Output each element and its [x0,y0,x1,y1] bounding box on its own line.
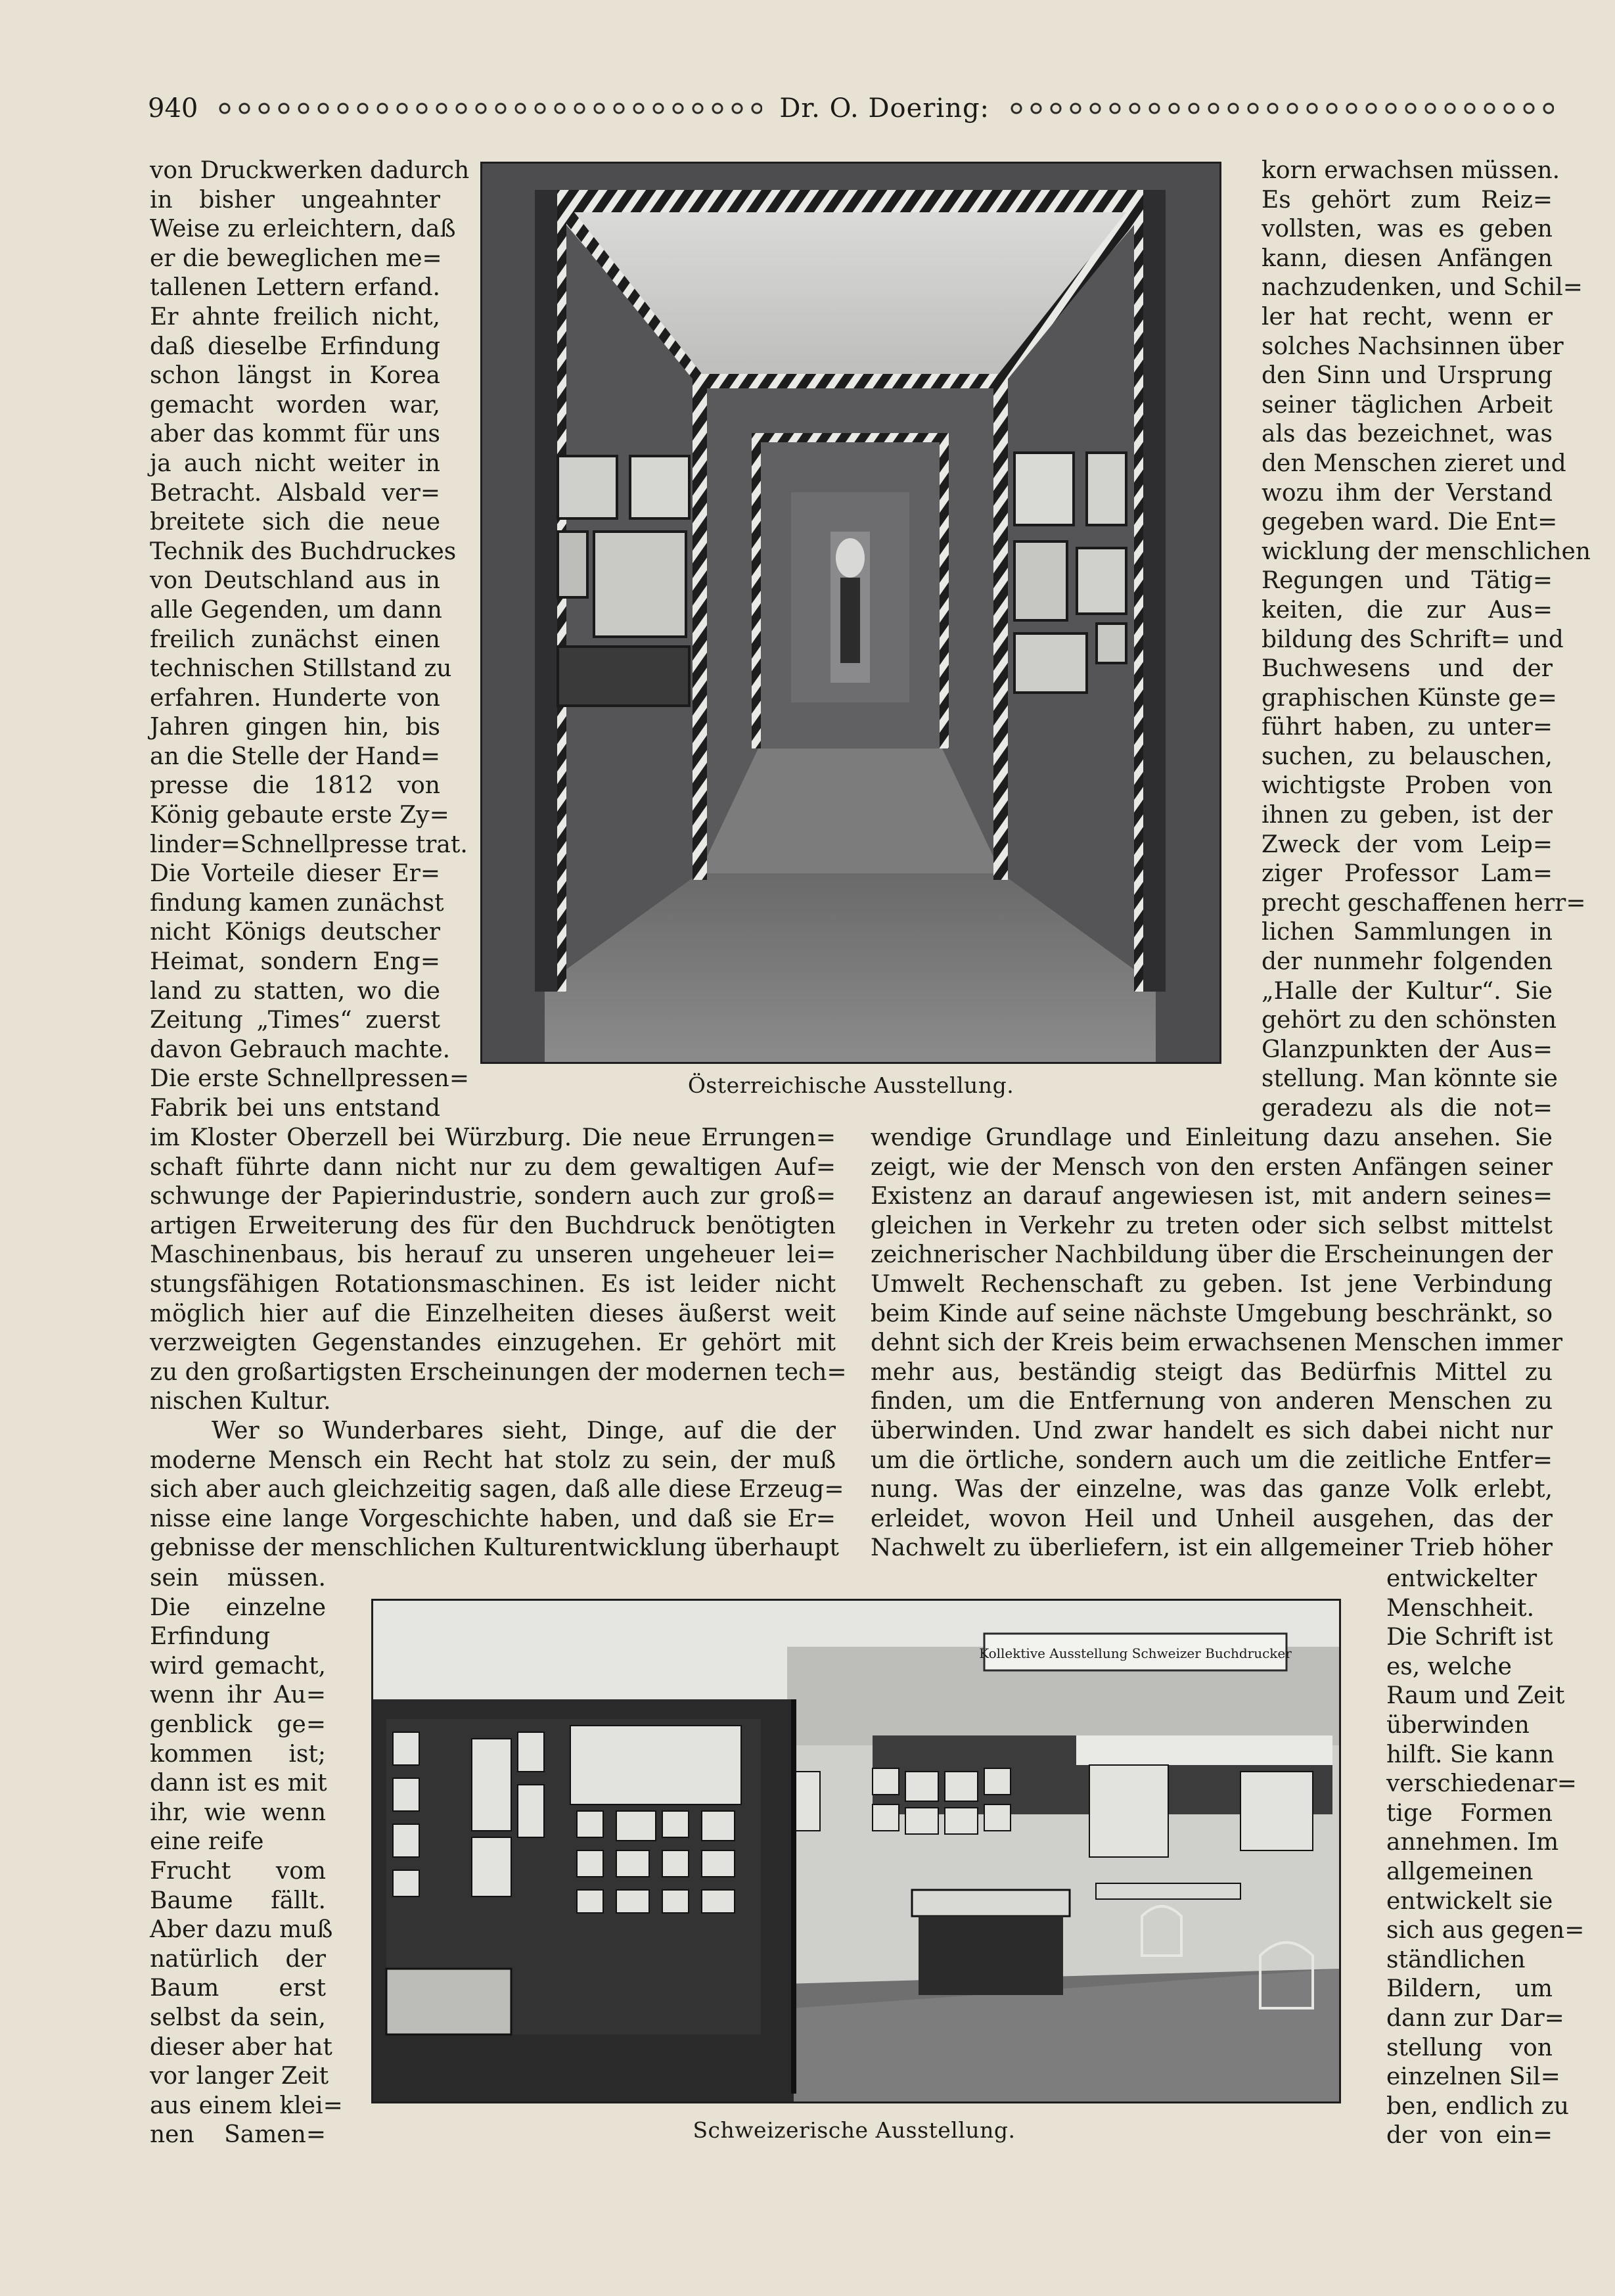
text-line: überwinden [1386,1711,1530,1739]
text-line: Frucht vom [150,1857,326,1885]
text-line: führt haben, zu unter= [1262,714,1553,741]
text-line: dieser aber hat [150,2033,332,2061]
text-line: wichtigste Proben von [1262,772,1553,800]
text-line: gegeben ward. Die Ent= [1262,509,1558,536]
text-line: gehört zu den schönsten [1262,1007,1557,1034]
text-line: an die Stelle der Hand= [150,743,440,770]
text-line: Raum und Zeit [1386,1682,1565,1710]
text-line: Maschinenbaus, bis herauf zu unseren ungeheuer lei= [150,1241,836,1269]
text-line: Menschheit. [1386,1594,1535,1622]
text-line: in bisher ungeahnter [150,186,440,214]
text-line: graphischen Künste ge= [1262,684,1557,712]
swiss-exhibition-photo [371,1599,1341,2103]
text-line: wenn ihr Au= [150,1682,326,1709]
text-line: nicht Königs deutscher [150,919,440,946]
text-line: mehr aus, beständig steigt das Bedürfnis Mittel zu [871,1358,1553,1386]
text-line: aber das kommt für uns [150,421,440,448]
text-line: selbst da sein, [150,2004,326,2031]
text-line: nung. Was der einzelne, was das ganze Volk erlebt, [871,1476,1553,1504]
text-line: land zu statten, wo die [150,977,440,1005]
text-line: suchen, zu belauschen, [1262,743,1553,770]
text-line: Die Vorteile dieser Er= [150,860,440,888]
text-line: Buchwesens und der [1262,655,1553,683]
text-line: daß dieselbe Erfindung [150,333,440,360]
sign-text: Kollektive Ausstellung Schweizer Buchdrucker [979,1645,1292,1661]
figure-caption-swiss: Schweizerische Ausstellung. [693,2117,1016,2143]
text-line: Heimat, sondern Eng= [150,948,440,976]
text-line: linder=Schnellpresse trat. [150,831,468,858]
text-line: wozu ihm der Verstand [1262,479,1553,507]
text-line: Technik des Buchdruckes [150,538,457,565]
text-line: artigen Erweiterung des für den Buchdruck benötigten [150,1212,836,1239]
text-line: Betracht. Alsbald ver= [150,479,440,507]
text-line: Weise zu erleichtern, daß [150,216,456,243]
running-head: Dr. O. Doering: [779,93,990,124]
text-line: entwickelter [1386,1565,1537,1592]
text-column-mid-right [871,1124,1563,1563]
text-line: natürlich der [150,1945,326,1973]
text-line: nen Samen= [150,2121,326,2149]
text-line: aus einem klei= [150,2092,343,2119]
text-line: finden, um die Entfernung von anderen Menschen zu [871,1388,1553,1415]
text-line: Zweck der vom Leip= [1262,831,1553,858]
text-column-right-top [1262,156,1591,1124]
text-line: wird gemacht, [150,1652,326,1680]
text-line: genblick ge= [150,1711,326,1738]
text-line: freilich zunächst einen [150,626,440,653]
text-line: den Menschen zieret und [1262,449,1566,477]
text-column-left-bottom [150,1564,343,2150]
text-line: moderne Mensch ein Recht hat stolz zu sein, der muß [150,1446,836,1474]
text-line: korn erwachsen müssen. [1262,157,1560,184]
text-line: eine reife [150,1828,264,1856]
text-line: Nachwelt zu überliefern, ist ein allgemeiner Trieb höher [871,1534,1553,1562]
text-line: entwickelt sie [1386,1887,1553,1915]
page-header [148,89,1554,128]
text-line: technischen Stillstand zu [150,655,452,683]
text-line: lichen Sammlungen in [1262,919,1553,946]
text-line: tige Formen [1386,1799,1553,1827]
text-line: gemacht worden war, [150,391,440,419]
text-line: Glanzpunkten der Aus= [1262,1036,1553,1063]
text-line: Baum erst [150,1975,326,2002]
text-line: stungsfähigen Rotationsmaschinen. Es ist leider nicht [150,1270,836,1298]
text-line: tallenen Lettern erfand. [150,274,440,302]
text-line: der nunmehr folgenden [1262,948,1553,976]
text-line: sich aber auch gleichzeitig sagen, daß alle diese Erzeug= [150,1476,844,1504]
text-line: vor langer Zeit [150,2063,329,2090]
text-line: Existenz an darauf angewiesen ist, mit andern seines= [871,1183,1553,1210]
text-line: Bildern, um [1386,1975,1553,2003]
text-line: überwinden. Und zwar handelt es sich dabei nicht nur [871,1417,1553,1444]
text-line: einzelnen Sil= [1386,2063,1560,2091]
text-line: ja auch nicht weiter in [150,449,440,477]
austrian-exhibition-illustration [482,164,1219,1062]
text-line: vollsten, was es geben [1262,216,1553,243]
text-line: verschiedenar= [1386,1770,1577,1798]
swiss-exhibition-illustration [373,1601,1339,2101]
page-number: 940 [148,93,198,124]
text-line: zeigt, wie der Mensch von den ersten Anfängen seiner [871,1153,1553,1181]
text-line: davon Gebrauch machte. [150,1036,451,1063]
text-line: es, welche [1386,1653,1512,1680]
text-line: Aber dazu muß [150,1916,333,1944]
text-line: Wer so Wunderbares sieht, Dinge, auf die der [212,1417,836,1444]
text-line: der von ein= [1386,2122,1553,2149]
text-line: allgemeinen [1386,1858,1534,1885]
text-line: als das bezeichnet, was [1262,421,1553,448]
text-line: von Druckwerken dadurch [150,157,470,184]
text-line: Die Schrift ist [1386,1624,1553,1651]
text-line: annehmen. Im [1386,1829,1559,1856]
text-line: gebnisse der menschlichen Kulturentwicklung überhaupt [150,1534,839,1562]
text-line: Regungen und Tätig= [1262,567,1553,595]
text-line: solches Nachsinnen über [1262,333,1564,360]
text-line: sich aus gegen= [1386,1917,1585,1944]
text-line: kann, diesen Anfängen [1262,244,1553,272]
text-line: ständlichen [1386,1946,1526,1973]
text-line: Er ahnte freilich nicht, [150,303,440,331]
text-line: nachzudenken, und Schil= [1262,274,1583,302]
text-line: Jahren gingen hin, bis [150,714,440,741]
text-line: bildung des Schrift= und [1262,626,1564,653]
text-line: precht geschaffenen herr= [1262,889,1586,917]
text-line: Umwelt Rechenschaft zu geben. Ist jene Verbindung [871,1270,1553,1298]
text-line: ihnen zu geben, ist der [1262,802,1553,829]
text-line: dann ist es mit [150,1770,327,1797]
text-line: Erfindung [150,1623,271,1651]
text-line: geradezu als die not= [1262,1095,1553,1122]
text-line: erfahren. Hunderte von [150,684,440,712]
text-line: stellung von [1386,2034,1553,2061]
text-line: schaft führte dann nicht nur zu dem gewaltigen Auf= [150,1153,836,1181]
text-line: dehnt sich der Kreis beim erwachsenen Menschen immer [871,1329,1563,1357]
header-ornament-left [215,100,762,117]
text-line: Die erste Schnellpressen= [150,1065,470,1093]
text-line: kommen ist; [150,1740,326,1768]
text-line: keiten, die zur Aus= [1262,596,1553,624]
text-line: „Halle der Kultur“. Sie [1262,977,1553,1005]
text-line: stellung. Man könnte sie [1262,1065,1558,1093]
text-line: sein müssen. [150,1565,326,1592]
text-line: dann zur Dar= [1386,2004,1564,2032]
text-line: alle Gegenden, um dann [150,596,442,624]
text-line: Zeitung „Times“ zuerst [150,1007,440,1034]
text-line: schwunge der Papierindustrie, sondern auch zur groß= [150,1183,836,1210]
text-line: möglich hier auf die Einzelheiten dieses äußerst weit [150,1300,836,1327]
text-line: findung kamen zunächst [150,889,444,917]
text-line: wendige Grundlage und Einleitung dazu ansehen. Sie [871,1124,1553,1151]
text-line: Die einzelne [150,1594,326,1621]
text-column-right-bottom [1386,1565,1585,2151]
text-line: ler hat recht, wenn er [1262,303,1553,331]
text-column-mid-left [150,1124,847,1563]
text-line: Baume fällt. [150,1887,326,1914]
text-line: Es gehört zum Reiz= [1262,186,1553,214]
text-line: presse die 1812 von [150,772,440,800]
text-line: erleidet, wovon Heil und Unheil ausgehen, das der [871,1505,1553,1532]
text-line: nisse eine lange Vorgeschichte haben, und daß sie Er= [150,1505,836,1532]
text-line: ben, endlich zu [1386,2092,1569,2120]
header-ornament-right [1007,100,1554,117]
figure-caption-austrian: Österreichische Ausstellung. [687,1072,1014,1098]
text-column-left-top [150,156,470,1124]
text-line: um die örtliche, sondern auch um die zeitliche Entfer= [871,1446,1553,1474]
text-line: König gebaute erste Zy= [150,802,449,829]
text-line: ziger Professor Lam= [1262,860,1553,888]
text-line: wicklung der menschlichen [1262,538,1591,565]
text-line: er die beweglichen me= [150,244,442,272]
text-line: verzweigten Gegenstandes einzugehen. Er gehört mit [150,1329,836,1357]
text-line: zeichnerischer Nachbildung über die Erscheinungen der [871,1241,1553,1269]
text-line: ihr, wie wenn [150,1799,326,1826]
text-line: schon längst in Korea [150,362,440,390]
text-line: zu den großartigsten Erscheinungen der modernen tech= [150,1358,847,1386]
text-line: hilft. Sie kann [1386,1741,1555,1768]
austrian-exhibition-photo [480,162,1221,1064]
text-line: gleichen in Verkehr zu treten oder sich selbst mittelst [871,1212,1553,1239]
text-line: den Sinn und Ursprung [1262,362,1553,390]
text-line: breitete sich die neue [150,509,440,536]
text-line: seiner täglichen Arbeit [1262,391,1553,419]
text-line: Fabrik bei uns entstand [150,1095,440,1122]
text-line: beim Kinde auf seine nächste Umgebung beschränkt, so [871,1300,1553,1327]
text-line: von Deutschland aus in [150,567,440,595]
text-line: im Kloster Oberzell bei Würzburg. Die neue Errungen= [150,1124,836,1151]
text-line: nischen Kultur. [150,1388,331,1415]
